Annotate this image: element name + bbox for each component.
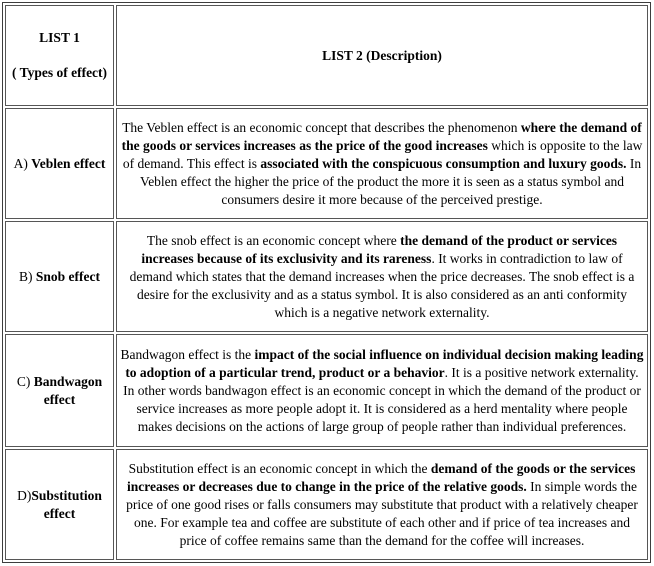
table-row-bandwagon <box>5 334 648 447</box>
row-label-snob: B) Snob effect <box>5 221 114 332</box>
row-label-bandwagon: C) Bandwagon effect <box>5 334 114 447</box>
table-row-substitution <box>5 449 648 560</box>
row-label-substitution: D)Substitution effect <box>5 449 114 560</box>
header-list1-title: LIST 1 <box>39 30 80 45</box>
row-description-veblen: The Veblen effect is an economic concept that describes the phenomenon where the demand of the goods or services increases as the price of the good increases which is opposite to the law of demand. This effect is associated with the conspicuous consumption and luxury goods. In Veblen effect the higher the price of the product the more it is seen as a status symbol and consumers desire it more because of the perceived prestige. <box>116 108 648 219</box>
row-description-substitution: Substitution effect is an economic concept in which the demand of the goods or the services increases or decreases due to change in the price of the relative goods. In simple words the price of one good rises or falls consumers may substitute that product with a relatively cheaper one. For example tea and coffee are substitute of each other and if price of tea increases and price of coffee remains same than the demand for the coffee will increases. <box>116 449 648 560</box>
header-list1-subtitle: ( Types of effect) <box>11 65 108 80</box>
row-description-snob: The snob effect is an economic concept where the demand of the product or services increases because of its exclusivity and its rareness. It works in contradiction to law of demand which states that the demand increases when the price decreases. The snob effect is a desire for the exclusivity and as a status symbol. It is also considered as an anti conformity which is a negative network externality. <box>116 221 648 332</box>
table-row-snob <box>5 221 648 332</box>
row-description-bandwagon: Bandwagon effect is the impact of the social influence on individual decision making leading to adoption of a particular trend, product or a behavior. It is a positive network externality. In other words bandwagon effect is an economic concept in which the demand of the product or service increases as more people adopt it. It is considered as a herd mentality where people makes decisions on the actions of large group of people rather than individual preferences. <box>116 334 648 447</box>
table-header-row <box>5 5 648 106</box>
header-list2-cell: LIST 2 (Description) <box>116 5 648 106</box>
table-row-veblen <box>5 108 648 219</box>
row-label-veblen: A) Veblen effect <box>5 108 114 219</box>
effects-comparison-table <box>2 2 651 563</box>
header-list1-cell <box>5 5 114 106</box>
